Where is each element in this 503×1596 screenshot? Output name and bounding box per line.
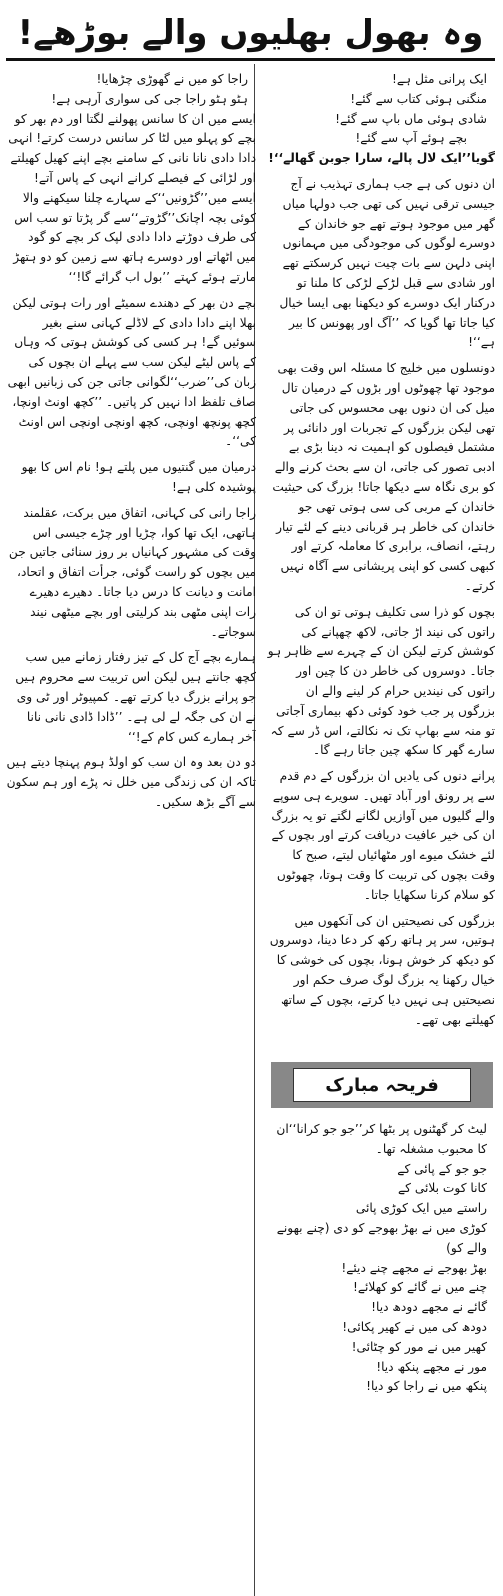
right-column (267, 70, 495, 1110)
byline-box (271, 1062, 493, 1108)
article-paragraph: راجا رانی کی کہانی، اتفاق میں برکت، عقلمند ہاتھی، ایک تھا کوا، چڑیا اور چڑے جیسی اس وقت کی مشہور کہانیاں بر روز سنائی جاتیں جن میں بچوں کو راست گوئی، جرأت اتفاق و اتحاد، امانت و دیانت کا درس دیا جاتا۔ دھیرے دھیرے رات اپنی مٹھی بند کرلیتی اور بچے میٹھی نیند سوجاتے۔ (8, 505, 256, 639)
verse-line: ہٹو ہٹو راجا جی کی سواری آرہی ہے! (51, 91, 248, 106)
intro-poem (267, 70, 495, 149)
article-paragraph: ان دنوں کی ہے جب ہماری تہذیب نے آج جیسی ترقی نہیں کی تھی جب دولہا میاں گھر میں موجود ہوتے تھے جو خاندان کے دوسرے لوگوں کی موجودگی میں مہمانوں اپنی دلہن سے بات چیت نہیں کرسکتے تھے اور شادی سے قبل لڑکے لڑکی کا ملنا تو درکنار ایک دوسرے کو دیکھنا بھی ایسا خیال کیا جاتا تھا گویا کہ ’’آگ اور پھونس کا بیر ہے‘‘! (279, 176, 495, 350)
quote-line: گویا’’ایک لال پالے، سارا جوبن گھالے‘‘! (268, 151, 495, 166)
article-paragraph: دونسلوں میں خلیج کا مسئلہ اس وقت بھی موجود تھا چھوٹوں اور بڑوں کے درمیان تال میل کی ان دنوں بھی محسوس کی جاتی تھی لیکن بزرگوں کے تجربات اور دانائی پر مشتمل فیصلوں کو اہمیت نہ دینا بڑی بے ادبی تصور کی جاتی، ان سے بحث کرنے والے کو بری نگاہ سے دیکھا جاتا! بزرگ کی حیثیت خاندان کے مربی کی سی ہوتی تھی جو خاندان کی خاطر ہر قربانی دینے کے لئے تیار رہتے، انصاف، برابری کا معاملہ کرتے اور کبھی کسی کو اپنی پریشانی سے آگاہ نہیں کرتے۔ (272, 361, 495, 593)
author-name: فریحہ مبارک (293, 1068, 471, 1102)
rhyme-line: چنے میں نے گائے کو کھلائے! (353, 1280, 487, 1295)
article-paragraph: درمیان میں گنتیوں میں پلتے ہو! نام اس کا بھو پوشیدہ کلی ہے! (21, 460, 256, 494)
article-paragraph: بزرگوں کی نصیحتیں ان کی آنکھوں میں ہوتیں، سر پر ہاتھ رکھ کر دعا دینا، دوسروں کو دیکھ کر خوش ہونا، بچوں کی خوشی کا خیال رکھنا یہ بزرگ لوگ صرف حکم اور نصیحتیں ہی نہیں دیا کرتے، بچوں کے ساتھ کھیلتے بھی تھے۔ (269, 913, 495, 1027)
rhyme-line: لیٹ کر گھٹنوں پر بٹھا کر’’جو جو کرانا‘‘ان کا محبوب مشغلہ تھا۔ (276, 1122, 487, 1156)
headline-banner (6, 6, 495, 61)
rhyme-line: گائے نے مجھے دودھ دیا! (371, 1300, 487, 1315)
article-paragraph: ہمارے بچے آج کل کے تیز رفتار زمانے میں سب کچھ جانتے ہیں لیکن اس تربیت سے محروم ہیں جو پرانے بزرگ دیا کرتے تھے۔ کمپیوٹر اور ٹی وی نے ان کی جگہ لے لی ہے۔ ’’ڈادا ڈادی نانی نانا آخر ہمارے کس کام کے!‘‘ (15, 650, 256, 744)
article-paragraph: بچوں کو ذرا سی تکلیف ہوتی تو ان کی راتوں کی نیند اڑ جاتی، لاکھ چھپانے کی کوشش کرتے لیکن ان کے چہرے سے ظاہر ہو جاتا۔ دوسروں کی خاطر دن کا چین اور راتوں کی نیندیں حرام کر لینے والے ان بزرگوں پر جب خود کوئی دکھ بیماری آجاتی تو منہ سے بھاپ تک نہ نکالتے، اس ڈر سے کہ سارے گھر کا سکھ چین جاتا رہے گا۔ (267, 604, 495, 758)
article-paragraph: بچے دن بھر کے دھندے سمیٹے اور رات ہوتی لیکن بھلا اپنے دادا دادی کے لاڈلے کہانی سنے بغیر سوئیں گے! ہر کسی کی کوشش ہوتی کہ وہاں کے پاس لیٹے لیکن سب سے پہلے ان بچوں کی زبان کی’’ضرب‘‘لگوانی جاتی جن کی زبانیں ابھی صاف تلفظ ادا نہیں کر پاتیں۔ ’’کچھ اونٹ اونچا، کچھ پونچھ اونچی، کچھ اونچی اونچی اس اونٹ کی‘‘۔ (7, 295, 256, 449)
headline-title: وہ بھول بھلیوں والے بوڑھے! (17, 13, 484, 53)
rhyme-line: جو جو کے پائی کے (397, 1161, 487, 1176)
article-paragraph: ایسے میں ان کا سانس پھولنے لگتا اور دم بھر کو بچے کو پہلو میں لٹا کر سانس درست کرتے! انہی دادا دادی نانا نانی کے سامنے بچے اپنے کھیل کھیلتے اور لڑائی کے فیصلے کرانے انہی کے پاس آتے! ایسے میں’’گڑونیں‘‘کے سہارے چلنا سیکھنے والا کوئی بچہ اچانک’’گڑوتے‘‘سے گر پڑتا تو سب اس کی طرف دوڑتے دادا دادی لپک کر بچے کو گود میں اٹھاتے اور دوسرے ہاتھ سے زمین کو دو ہتھڑ مارتے ہوئے کہتے ’’بول اب گرائے گا!‘‘ (8, 111, 256, 284)
rhyme-line: راستے میں ایک کوڑی پائی (355, 1201, 487, 1216)
poem-line: بچے ہوئے آپ سے گئے! (355, 131, 467, 146)
article-paragraph: پرانے دنوں کی یادیں ان بزرگوں کے دم قدم سے پر رونق اور آباد تھیں۔ سویرے ہی سوپے والے گلیوں میں آوازیں لگانے لگتے تو یہ بزرگ ان کی خیر عافیت دریافت کرتے اور بچوں کے لئے خشک میوے اور مٹھائیاں لیتے، صبح کا وقت بچوں کی تربیت کا وقت ہوتا، چھوٹوں کو سلام کرنا سکھایا جاتا۔ (271, 769, 495, 902)
rhyme-line: دودھ کی میں نے کھیر پکائی! (342, 1319, 487, 1334)
rhyme-line: کانا کوت بلائی کے (398, 1181, 487, 1196)
left-column (6, 70, 256, 1586)
rhyme-line: کھیر میں نے مور کو چٹائی! (351, 1339, 487, 1354)
poem-line: شادی ہوئی ماں باپ سے گئے! (335, 111, 487, 126)
rhyme-line: پنکھ میں نے راجا کو دیا! (366, 1379, 487, 1394)
poem-line: ایک پرانی مثل ہے! (392, 72, 487, 86)
rhyme-line: مور نے مجھے پنکھ دیا! (376, 1359, 487, 1374)
rhyme-line: کوڑی میں نے بھڑ بھوجے کو دی (چنے بھونے والے کو) (276, 1220, 487, 1255)
article-paragraph: دو دن بعد وہ ان سب کو اولڈ ہوم پہنچا دیتے ہیں تاکہ ان کی زندگی میں خلل نہ پڑے اور ہم سکون سے آگے بڑھ سکیں۔ (6, 755, 256, 809)
opening-verse (6, 70, 256, 110)
poem-line: منگنی ہوئی کتاب سے گئے! (350, 91, 487, 106)
verse-line: راجا کو میں نے گھوڑی چڑھایا! (96, 72, 248, 86)
nursery-rhyme (267, 1120, 495, 1590)
rhyme-line: بھڑ بھوجے نے مجھے چنے دیئے! (341, 1260, 487, 1275)
